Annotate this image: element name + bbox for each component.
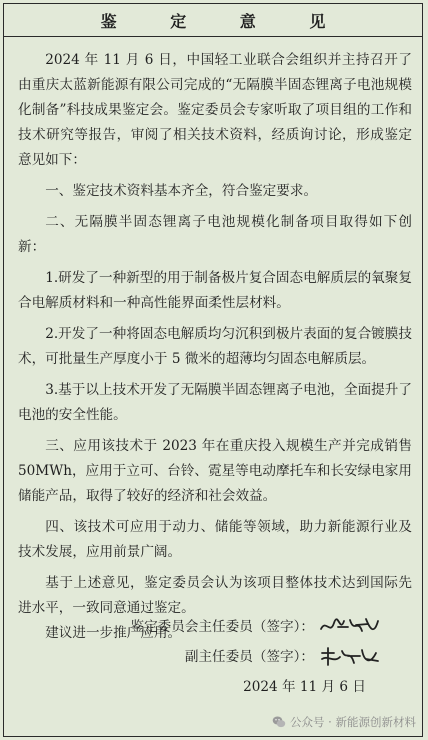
chair-signature-label: 鉴定委员会主任委员（签字）： (130, 619, 314, 635)
vice-signature-line (130, 642, 382, 672)
paragraph-opinion-4: 四、该技术可应用于动力、储能等领域，助力新能源行业及技术发展，应用前景广阔。 (18, 519, 412, 560)
signature-date: 2024 年 11 月 6 日 (243, 679, 366, 695)
paragraph-innovation-3: 3.基于以上技术开发了无隔膜半固态锂离子电池，全面提升了电池的安全性能。 (18, 382, 412, 423)
document-body (18, 48, 412, 646)
paragraph-recommendation: 建议进一步推广应用。 (45, 625, 182, 641)
watermark-text: 公众号 · 新能源创新材料 (290, 715, 416, 729)
chair-signature-line (130, 612, 382, 642)
signature-block (130, 612, 382, 702)
chair-signature (318, 615, 382, 639)
vice-signature-label: 副主任委员（签字）： (184, 649, 314, 665)
appraisal-document (3, 3, 423, 737)
document-title: 鉴 定 意 见 (100, 11, 350, 31)
paragraph-innovation-2: 2.开发了一种将固态电解质均匀沉积到极片表面的复合镀膜技术，可批量生产厚度小于 5 微米的超薄均匀固态电解质层。 (18, 326, 412, 367)
paragraph-innovation-1: 1.研发了一种新型的用于制备极片复合固态电解质层的氧聚复合电解质材料和一种高性能界面柔性层材料。 (18, 270, 412, 311)
vice-signature (318, 645, 382, 669)
paragraph-intro: 2024 年 11 月 6 日，中国轻工业联合会组织并主持召开了由重庆太蓝新能源有限公司完成的“无隔膜半固态锂离子电池规模化制备”科技成果鉴定会。鉴定委员会专家听取了项目组的工作和技术研究等报告，审阅了相关技术资料，经质询讨论，形成鉴定意见如下： (18, 52, 412, 168)
watermark (272, 714, 416, 730)
wechat-icon (272, 715, 286, 729)
paragraph-opinion-3: 三、应用该技术于 2023 年在重庆投入规模生产并完成销售 50MWh，应用于立可、台铃、霓星等电动摩托车和长安绿电家用储能产品，取得了较好的经济和社会效益。 (18, 438, 412, 504)
paragraph-opinion-1: 一、鉴定技术资料基本齐全，符合鉴定要求。 (45, 183, 318, 199)
title-row (4, 4, 422, 37)
paragraph-opinion-2: 二、无隔膜半固态锂离子电池规模化制备项目取得如下创新： (18, 214, 412, 255)
paragraph-conclusion: 基于上述意见，鉴定委员会认为该项目整体技术达到国际先进水平，一致同意通过鉴定。 (18, 575, 412, 616)
